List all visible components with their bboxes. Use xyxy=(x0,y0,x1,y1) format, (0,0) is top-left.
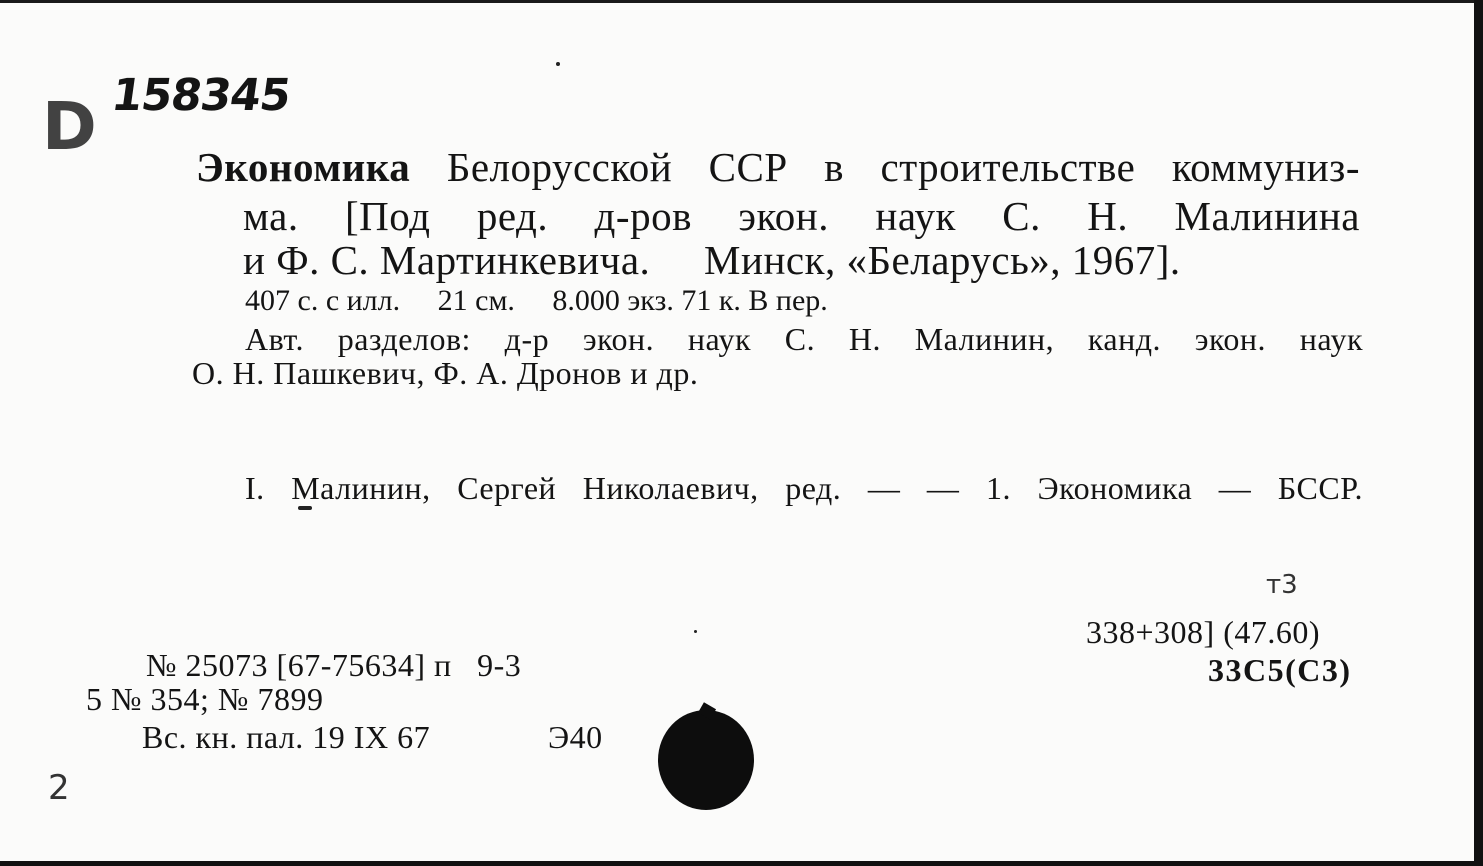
physical-description: 407 с. с илл. 21 см. 8.000 экз. 71 к. В пер. xyxy=(245,284,828,317)
record-number: № 25073 [67-75634] п 9-3 xyxy=(146,647,522,683)
title-line-1 xyxy=(196,143,1360,191)
authors-line-1-text: Авт. разделов: д-р экон. наук С. Н. Малинин, канд. экон. наук xyxy=(245,321,1363,357)
title-line-2 xyxy=(243,192,1360,240)
title-bold-word: Экономика xyxy=(196,144,411,190)
author-mark: 33С5(С3) xyxy=(1208,652,1352,688)
speck xyxy=(556,62,560,66)
record-sub-number: 5 № 354; № 7899 xyxy=(86,681,324,717)
call-prefix: D xyxy=(42,88,97,165)
title-line-1-text: Белорусской ССР в строительстве коммуниз- xyxy=(446,144,1360,190)
ink-dot xyxy=(658,710,754,810)
card-bottom-edge xyxy=(0,861,1483,866)
chamber-code: Э40 xyxy=(548,719,603,755)
chamber-line: Вс. кн. пал. 19 IX 67 xyxy=(142,719,431,755)
title-line-2-text: ма. [Под ред. д-ров экон. наук С. Н. Малинина xyxy=(243,193,1360,239)
authors-line-1 xyxy=(245,321,1363,358)
title-line-3: и Ф. С. Мартинкевича. Минск, «Беларусь», 1967]. xyxy=(243,237,1181,283)
margin-mark: 2 xyxy=(48,768,70,808)
tracing-text: I. Малинин, Сергей Николаевич, ред. — — 1. Экономика — БССР. xyxy=(245,470,1363,506)
card-right-edge xyxy=(1474,0,1483,866)
tracing-line xyxy=(245,470,1363,507)
speck xyxy=(298,506,312,510)
speck xyxy=(694,630,697,633)
call-number: 158345 xyxy=(108,70,294,121)
classification-index: 338+308] (47.60) xyxy=(1086,614,1321,650)
card-top-edge xyxy=(0,0,1483,3)
pencil-note: т3 xyxy=(1266,570,1298,600)
authors-line-2: О. Н. Пашкевич, Ф. А. Дронов и др. xyxy=(192,355,699,391)
